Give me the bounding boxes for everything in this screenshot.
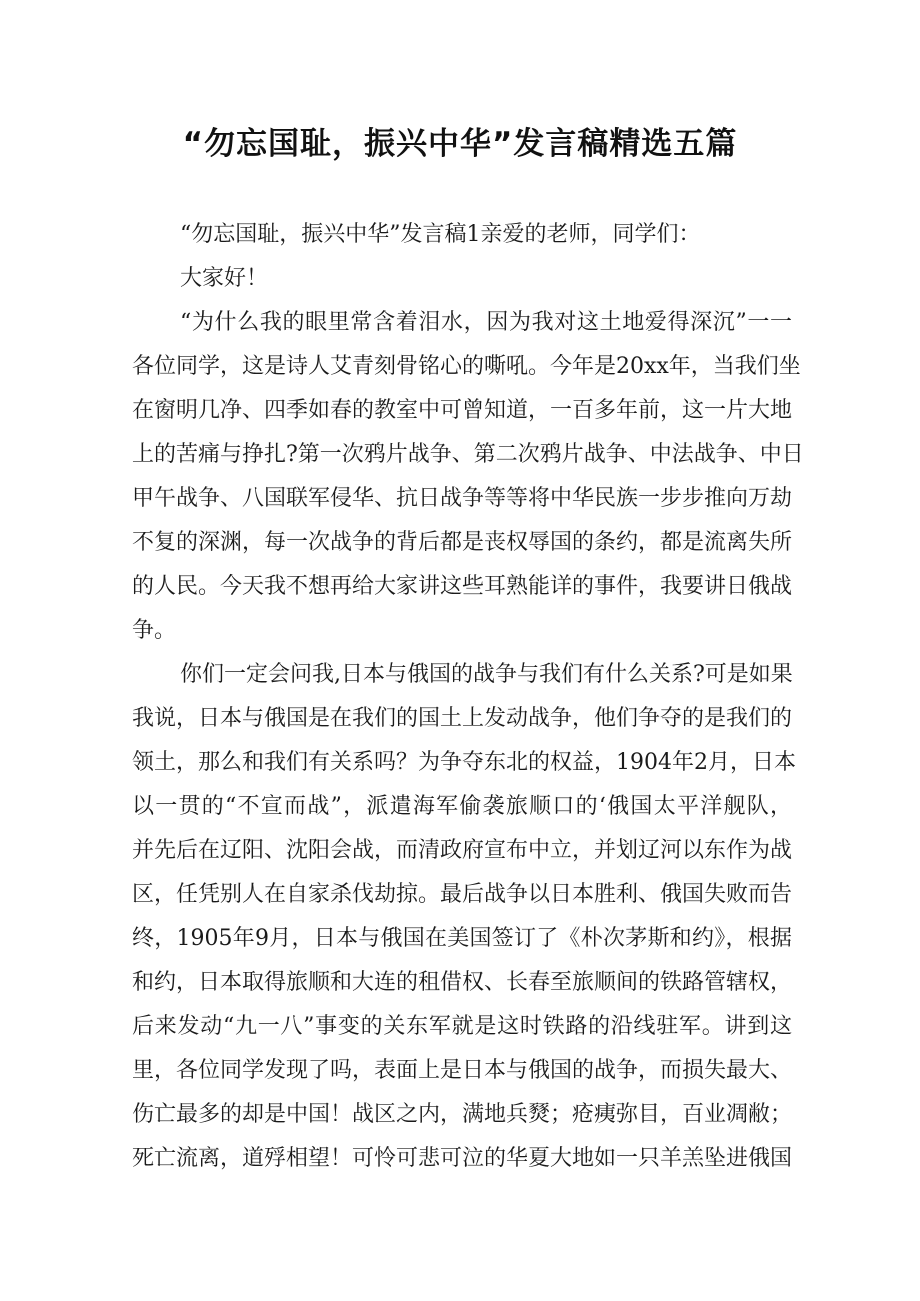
paragraph-line: 上的苦痛与挣扎?第一次鸦片战争、第二次鸦片战争、中法战争、中日 [132,442,804,467]
paragraph-line: “勿忘国耻，振兴中华”发言稿1亲爱的老师，同学们： [180,222,701,247]
paragraph-line: 终，1905年9月，日本与俄国在美国签订了《朴次茅斯和约》，根据 [132,926,792,951]
paragraph-line: 区，任凭别人在自家杀伐劫掠。最后战争以日本胜利、俄国失败而告 [132,882,793,907]
paragraph-line: 领土，那么和我们有关系吗？为争夺东北的权益，1904年2月，日本 [132,750,796,775]
paragraph-line: 甲午战争、八国联军侵华、抗日战争等等将中华民族一步步推向万劫 [132,486,793,511]
paragraph-line: 在窗明几净、四季如春的教室中可曾知道，一百多年前，这一片大地 [132,398,793,423]
paragraph-line: 以一贯的“不宣而战”，派遣海军偷袭旅顺口的‘俄国太平洋舰队， [132,794,792,819]
paragraph-line: 不复的深渊，每一次战争的背后都是丧权辱国的条约，都是流离失所 [132,530,793,555]
document-title: “勿忘国耻，振兴中华”发言稿精选五篇 [182,126,738,162]
paragraph-line: 我说，日本与俄国是在我们的国土上发动战争，他们争夺的是我们的 [132,706,793,731]
paragraph-line: 并先后在辽阳、沈阳会战，而清政府宣布中立，并划辽河以东作为战 [132,838,793,863]
paragraph-line: 死亡流离，道殍相望！可怜可悲可泣的华夏大地如一只羊羔坠进俄国 [132,1146,793,1171]
paragraph-line: 里，各位同学发现了吗，表面上是日本与俄国的战争，而损失最大、 [132,1058,793,1083]
paragraph-line: 你们一定会问我,日本与俄国的战争与我们有什么关系?可是如果 [180,662,793,687]
paragraph-line: 的人民。今天我不想再给大家讲这些耳熟能详的事件，我要讲日俄战 [132,574,793,599]
paragraph-line: 伤亡最多的却是中国！战区之内，满地兵燹；疮痍弥目，百业凋敝； [132,1102,793,1127]
paragraph-line: 各位同学，这是诗人艾青刻骨铭心的嘶吼。今年是20xx年，当我们坐 [132,354,801,379]
paragraph-line: 争。 [132,618,177,643]
paragraph-line: 大家好！ [180,266,269,291]
paragraph-line: 后来发动“九一八”事变的关东军就是这时铁路的沿线驻军。讲到这 [132,1014,792,1039]
paragraph-line: “为什么我的眼里常含着泪水，因为我对这土地爱得深沉”一一 [180,310,792,335]
paragraph-line: 和约，日本取得旅顺和大连的租借权、长春至旅顺间的铁路管辖权， [132,970,793,995]
